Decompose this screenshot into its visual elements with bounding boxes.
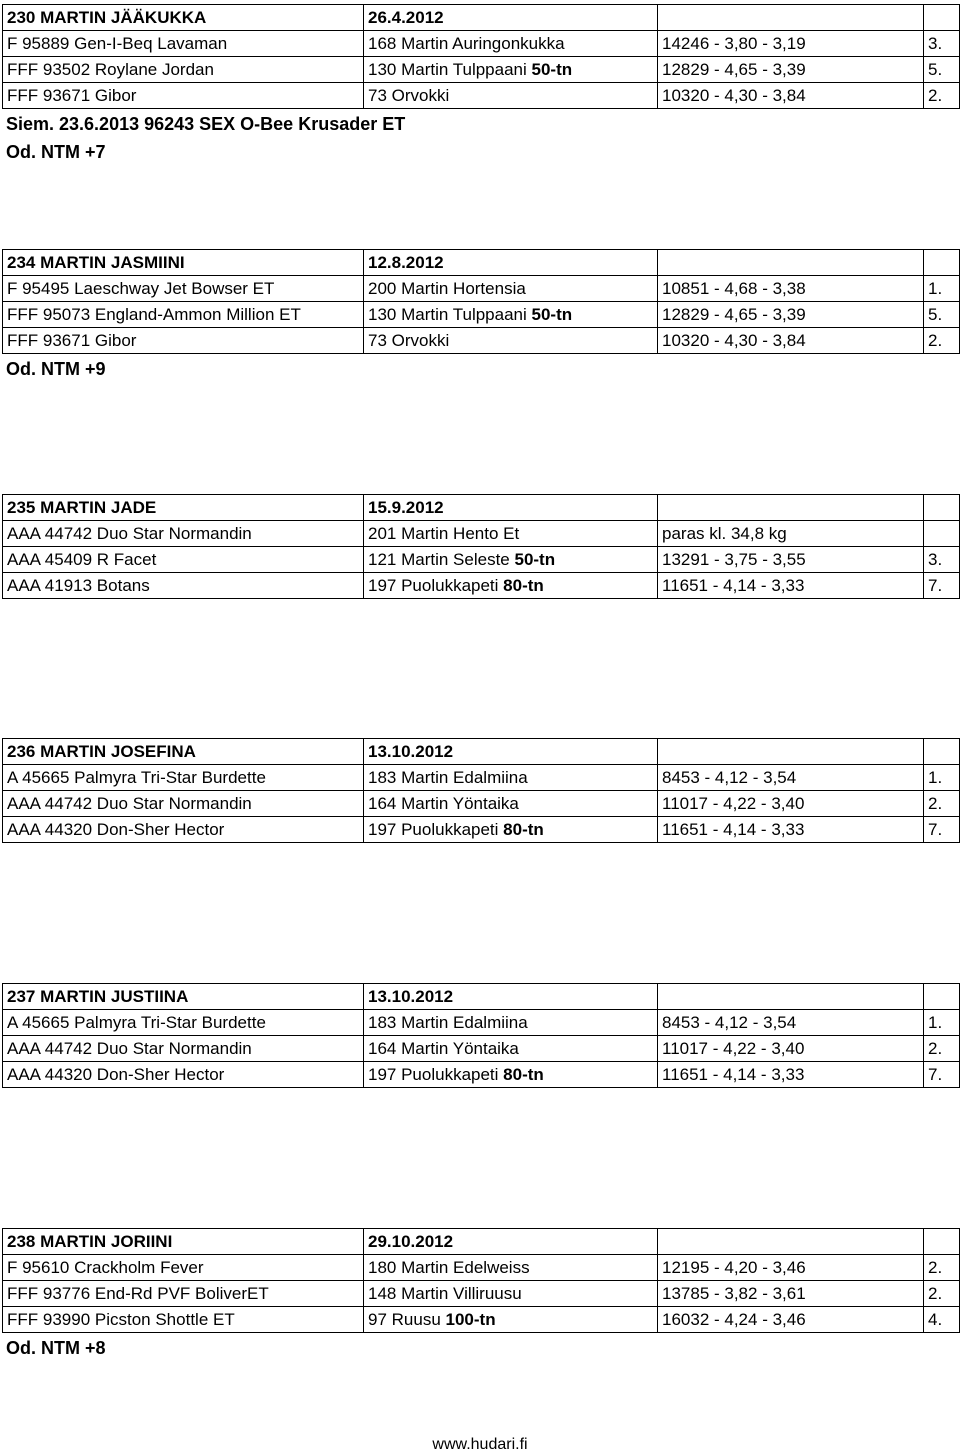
ntm-note: Od. NTM +7 <box>6 142 106 162</box>
figures-cell: 11017 - 4,22 - 3,40 <box>658 791 924 817</box>
rank-cell: 7. <box>924 1062 960 1088</box>
sire-cell: FFF 93671 Gibor <box>3 83 364 109</box>
sire-cell: AAA 44320 Don-Sher Hector <box>3 817 364 843</box>
figures-cell: 14246 - 3,80 - 3,19 <box>658 31 924 57</box>
section-header-row <box>3 250 960 276</box>
section-238 <box>0 1228 960 1333</box>
figures-cell: 13291 - 3,75 - 3,55 <box>658 547 924 573</box>
section-236 <box>0 738 960 843</box>
ntm-note: Od. NTM +9 <box>6 359 106 379</box>
dam-cell: 148 Martin Villiruusu <box>364 1281 658 1307</box>
semen-note: Siem. 23.6.2013 96243 SEX O-Bee Krusader ET <box>6 114 406 134</box>
section-header-row <box>3 5 960 31</box>
figures-cell: 13785 - 3,82 - 3,61 <box>658 1281 924 1307</box>
sire-cell: FFF 93776 End-Rd PVF BoliverET <box>3 1281 364 1307</box>
figures-cell: 11651 - 4,14 - 3,33 <box>658 573 924 599</box>
section-237 <box>0 983 960 1088</box>
table-row <box>3 83 960 109</box>
rank-cell: 4. <box>924 1307 960 1333</box>
rank-cell: 2. <box>924 791 960 817</box>
dam-cell: 200 Martin Hortensia <box>364 276 658 302</box>
sire-cell: AAA 41913 Botans <box>3 573 364 599</box>
table-row <box>3 328 960 354</box>
figures-cell: 10851 - 4,68 - 3,38 <box>658 276 924 302</box>
section-234 <box>0 249 960 354</box>
dam-cell: 97 Ruusu 100-tn <box>364 1307 658 1333</box>
dam-cell: 164 Martin Yöntaika <box>364 791 658 817</box>
section-header-row <box>3 1229 960 1255</box>
table-row <box>3 1010 960 1036</box>
figures-cell: 8453 - 4,12 - 3,54 <box>658 765 924 791</box>
sire-cell: FFF 95073 England-Ammon Million ET <box>3 302 364 328</box>
rank-cell: 3. <box>924 547 960 573</box>
dam-cell: 183 Martin Edalmiina <box>364 765 658 791</box>
figures-cell: 11651 - 4,14 - 3,33 <box>658 1062 924 1088</box>
rank-cell: 3. <box>924 31 960 57</box>
section-table <box>2 4 960 109</box>
rank-cell: 7. <box>924 817 960 843</box>
sire-cell: AAA 44742 Duo Star Normandin <box>3 521 364 547</box>
rank-cell: 7. <box>924 573 960 599</box>
rank-cell: 1. <box>924 765 960 791</box>
dam-cell: 130 Martin Tulppaani 50-tn <box>364 302 658 328</box>
dam-cell: 201 Martin Hento Et <box>364 521 658 547</box>
dam-cell: 130 Martin Tulppaani 50-tn <box>364 57 658 83</box>
table-row <box>3 1255 960 1281</box>
table-row <box>3 276 960 302</box>
sire-cell: F 95495 Laeschway Jet Bowser ET <box>3 276 364 302</box>
dam-cell: 197 Puolukkapeti 80-tn <box>364 817 658 843</box>
birth-date: 29.10.2012 <box>364 1229 658 1255</box>
sire-cell: AAA 44742 Duo Star Normandin <box>3 791 364 817</box>
table-row <box>3 521 960 547</box>
sire-cell: F 95889 Gen-I-Beq Lavaman <box>3 31 364 57</box>
figures-cell: 11651 - 4,14 - 3,33 <box>658 817 924 843</box>
figures-cell: 12829 - 4,65 - 3,39 <box>658 302 924 328</box>
sire-cell: A 45665 Palmyra Tri-Star Burdette <box>3 1010 364 1036</box>
dam-cell: 180 Martin Edelweiss <box>364 1255 658 1281</box>
section-table <box>2 494 960 599</box>
dam-cell: 197 Puolukkapeti 80-tn <box>364 1062 658 1088</box>
table-row <box>3 57 960 83</box>
section-table <box>2 249 960 354</box>
figures-cell: 16032 - 4,24 - 3,46 <box>658 1307 924 1333</box>
animal-title: 230 MARTIN JÄÄKUKKA <box>3 5 364 31</box>
dam-cell: 73 Orvokki <box>364 83 658 109</box>
rank-cell: 1. <box>924 276 960 302</box>
dam-cell: 121 Martin Seleste 50-tn <box>364 547 658 573</box>
rank-cell: 2. <box>924 328 960 354</box>
section-header-row <box>3 984 960 1010</box>
figures-cell: paras kl. 34,8 kg <box>658 521 924 547</box>
figures-cell: 10320 - 4,30 - 3,84 <box>658 83 924 109</box>
section-table <box>2 1228 960 1333</box>
animal-title: 237 MARTIN JUSTIINA <box>3 984 364 1010</box>
rank-cell: 1. <box>924 1010 960 1036</box>
dam-cell: 73 Orvokki <box>364 328 658 354</box>
dam-cell: 164 Martin Yöntaika <box>364 1036 658 1062</box>
table-row <box>3 573 960 599</box>
figures-cell: 11017 - 4,22 - 3,40 <box>658 1036 924 1062</box>
sire-cell: A 45665 Palmyra Tri-Star Burdette <box>3 765 364 791</box>
section-235 <box>0 494 960 599</box>
table-row <box>3 765 960 791</box>
dam-cell: 168 Martin Auringonkukka <box>364 31 658 57</box>
section-230 <box>0 4 960 109</box>
figures-cell: 12829 - 4,65 - 3,39 <box>658 57 924 83</box>
dam-cell: 183 Martin Edalmiina <box>364 1010 658 1036</box>
rank-cell <box>924 521 960 547</box>
sire-cell: F 95610 Crackholm Fever <box>3 1255 364 1281</box>
rank-cell: 5. <box>924 302 960 328</box>
sire-cell: AAA 45409 R Facet <box>3 547 364 573</box>
table-row <box>3 302 960 328</box>
figures-cell: 10320 - 4,30 - 3,84 <box>658 328 924 354</box>
table-row <box>3 1062 960 1088</box>
table-row <box>3 817 960 843</box>
rank-cell: 2. <box>924 1281 960 1307</box>
animal-title: 235 MARTIN JADE <box>3 495 364 521</box>
section-table <box>2 983 960 1088</box>
ntm-note: Od. NTM +8 <box>6 1338 106 1358</box>
birth-date: 26.4.2012 <box>364 5 658 31</box>
sire-cell: AAA 44320 Don-Sher Hector <box>3 1062 364 1088</box>
rank-cell: 2. <box>924 1036 960 1062</box>
animal-title: 236 MARTIN JOSEFINA <box>3 739 364 765</box>
sire-cell: FFF 93502 Roylane Jordan <box>3 57 364 83</box>
figures-cell: 12195 - 4,20 - 3,46 <box>658 1255 924 1281</box>
birth-date: 13.10.2012 <box>364 739 658 765</box>
animal-title: 238 MARTIN JORIINI <box>3 1229 364 1255</box>
table-row <box>3 1281 960 1307</box>
table-row <box>3 31 960 57</box>
table-row <box>3 547 960 573</box>
birth-date: 15.9.2012 <box>364 495 658 521</box>
section-table <box>2 738 960 843</box>
dam-cell: 197 Puolukkapeti 80-tn <box>364 573 658 599</box>
sire-cell: FFF 93990 Picston Shottle ET <box>3 1307 364 1333</box>
figures-cell: 8453 - 4,12 - 3,54 <box>658 1010 924 1036</box>
birth-date: 12.8.2012 <box>364 250 658 276</box>
rank-cell: 5. <box>924 57 960 83</box>
table-row <box>3 791 960 817</box>
rank-cell: 2. <box>924 83 960 109</box>
footer-url[interactable]: www.hudari.fi <box>432 1436 528 1453</box>
sire-cell: FFF 93671 Gibor <box>3 328 364 354</box>
animal-title: 234 MARTIN JASMIINI <box>3 250 364 276</box>
sire-cell: AAA 44742 Duo Star Normandin <box>3 1036 364 1062</box>
section-header-row <box>3 495 960 521</box>
table-row <box>3 1307 960 1333</box>
section-header-row <box>3 739 960 765</box>
birth-date: 13.10.2012 <box>364 984 658 1010</box>
rank-cell: 2. <box>924 1255 960 1281</box>
table-row <box>3 1036 960 1062</box>
